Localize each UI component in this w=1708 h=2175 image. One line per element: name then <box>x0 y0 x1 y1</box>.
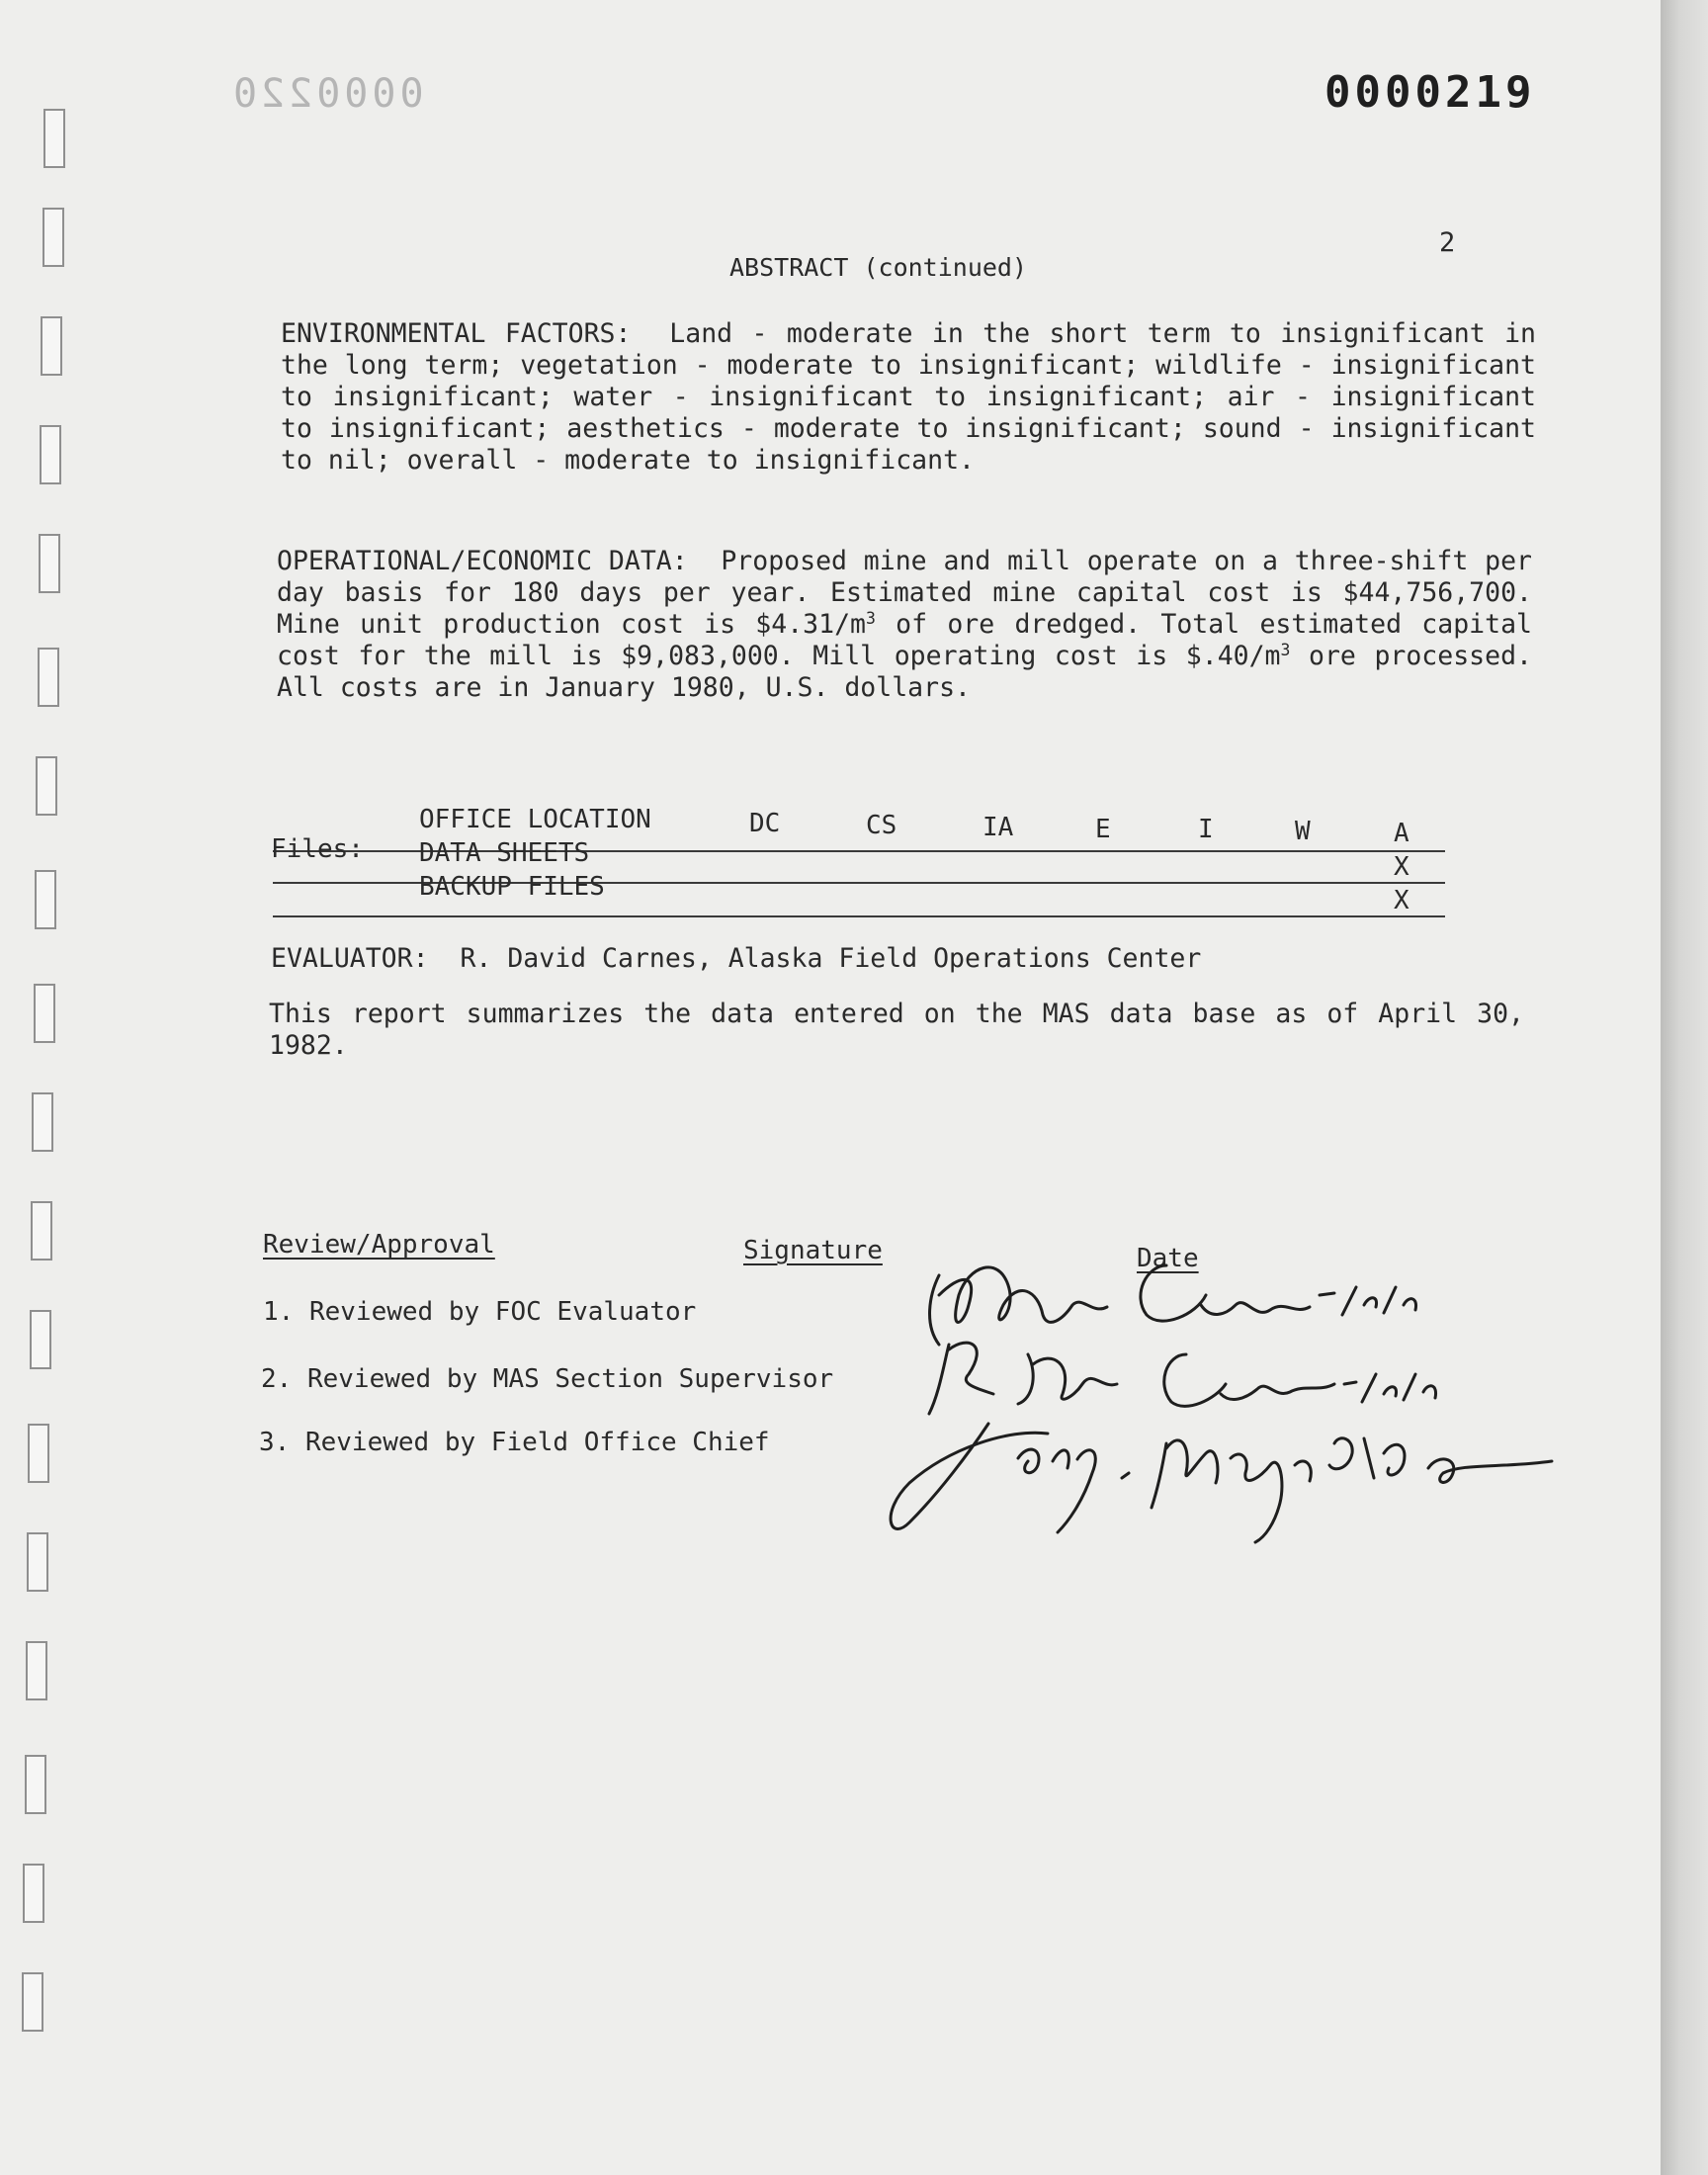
document-number-stamp: 0000219 <box>1324 67 1536 118</box>
signature-header: Signature <box>743 1236 883 1265</box>
binder-hole <box>39 534 60 593</box>
page-edge <box>1661 0 1708 2175</box>
evaluator-label: EVALUATOR: <box>271 943 429 974</box>
superscript-3: 3 <box>865 608 876 628</box>
files-label: Files: <box>271 834 364 864</box>
binder-hole <box>26 1641 47 1700</box>
column-a: A <box>1394 819 1409 848</box>
binder-holes <box>0 0 79 2175</box>
binder-hole <box>32 1092 53 1152</box>
operational-economic-paragraph <box>277 546 1532 704</box>
operational-text-1: Proposed mine and mill operate on a three-shift per day basis for 180 days per year. Estimated mine capital cost is $44,756,700. Mine unit production cost is $4.31/m <box>277 546 1532 640</box>
evaluator-value: R. David Carnes, Alaska Field Operations Center <box>460 943 1202 974</box>
ghost-stamp: 0000220 <box>229 71 424 117</box>
column-w: W <box>1295 817 1311 846</box>
binder-hole <box>22 1972 43 2032</box>
column-ia: IA <box>982 813 1014 842</box>
evaluator-line <box>271 943 1201 974</box>
column-e: E <box>1095 815 1111 844</box>
binder-hole <box>23 1864 44 1923</box>
mark-data-sheets-a: X <box>1394 852 1409 882</box>
environmental-label: ENVIRONMENTAL FACTORS: <box>281 318 632 349</box>
binder-hole <box>28 1424 49 1483</box>
office-location-header: OFFICE LOCATION <box>419 805 651 834</box>
table-rule <box>273 915 1445 917</box>
binder-hole <box>43 109 65 168</box>
operational-text-3: ore processed. All costs are in January 1980, U.S. dollars. <box>277 641 1532 703</box>
section-heading: ABSTRACT (continued) <box>729 253 1028 282</box>
row-data-sheets: DATA SHEETS <box>419 838 590 868</box>
superscript-3: 3 <box>1280 640 1291 659</box>
binder-hole <box>30 1310 51 1369</box>
signature-2 <box>929 1343 1436 1414</box>
binder-hole <box>34 984 55 1043</box>
operational-label: OPERATIONAL/ECONOMIC DATA: <box>277 546 688 576</box>
column-i: I <box>1198 815 1214 844</box>
binder-hole <box>40 425 61 484</box>
mark-backup-files-a: X <box>1394 886 1409 915</box>
environmental-factors-paragraph <box>281 318 1536 477</box>
date-header: Date <box>1137 1244 1199 1273</box>
signature-3 <box>891 1424 1552 1542</box>
review-item-3: 3. Reviewed by Field Office Chief <box>259 1428 770 1457</box>
environmental-text: Land - moderate in the short term to insignificant in the long term; vegetation - moderate to insignificant; wildlife - insignificant to insignificant; water - insignificant to insignificant; air - insignificant to insignificant; aesthetics - moderate to insignificant; sound - insignificant to nil; overall - moderate to insignificant. <box>281 318 1536 476</box>
signature-1 <box>930 1265 1416 1345</box>
binder-hole <box>31 1201 52 1261</box>
summary-paragraph: This report summarizes the data entered on the MAS data base as of April 30, 1982. <box>269 999 1524 1061</box>
binder-hole <box>36 756 57 816</box>
page-number: 2 <box>1439 227 1456 258</box>
operational-text-2: of ore dredged. Total estimated capital cost for the mill is $9,083,000. Mill operating cost is $.40/m <box>277 609 1532 671</box>
binder-hole <box>27 1532 48 1592</box>
review-approval-header: Review/Approval <box>263 1230 495 1260</box>
binder-hole <box>35 870 56 929</box>
binder-hole <box>43 208 64 267</box>
column-cs: CS <box>866 811 897 840</box>
handwritten-signatures <box>870 1236 1601 1552</box>
review-item-2: 2. Reviewed by MAS Section Supervisor <box>261 1364 834 1394</box>
column-dc: DC <box>749 809 781 838</box>
binder-hole <box>25 1755 46 1814</box>
binder-hole <box>41 316 62 376</box>
row-backup-files: BACKUP FILES <box>419 872 605 902</box>
binder-hole <box>38 648 59 707</box>
review-item-1: 1. Reviewed by FOC Evaluator <box>263 1297 697 1327</box>
